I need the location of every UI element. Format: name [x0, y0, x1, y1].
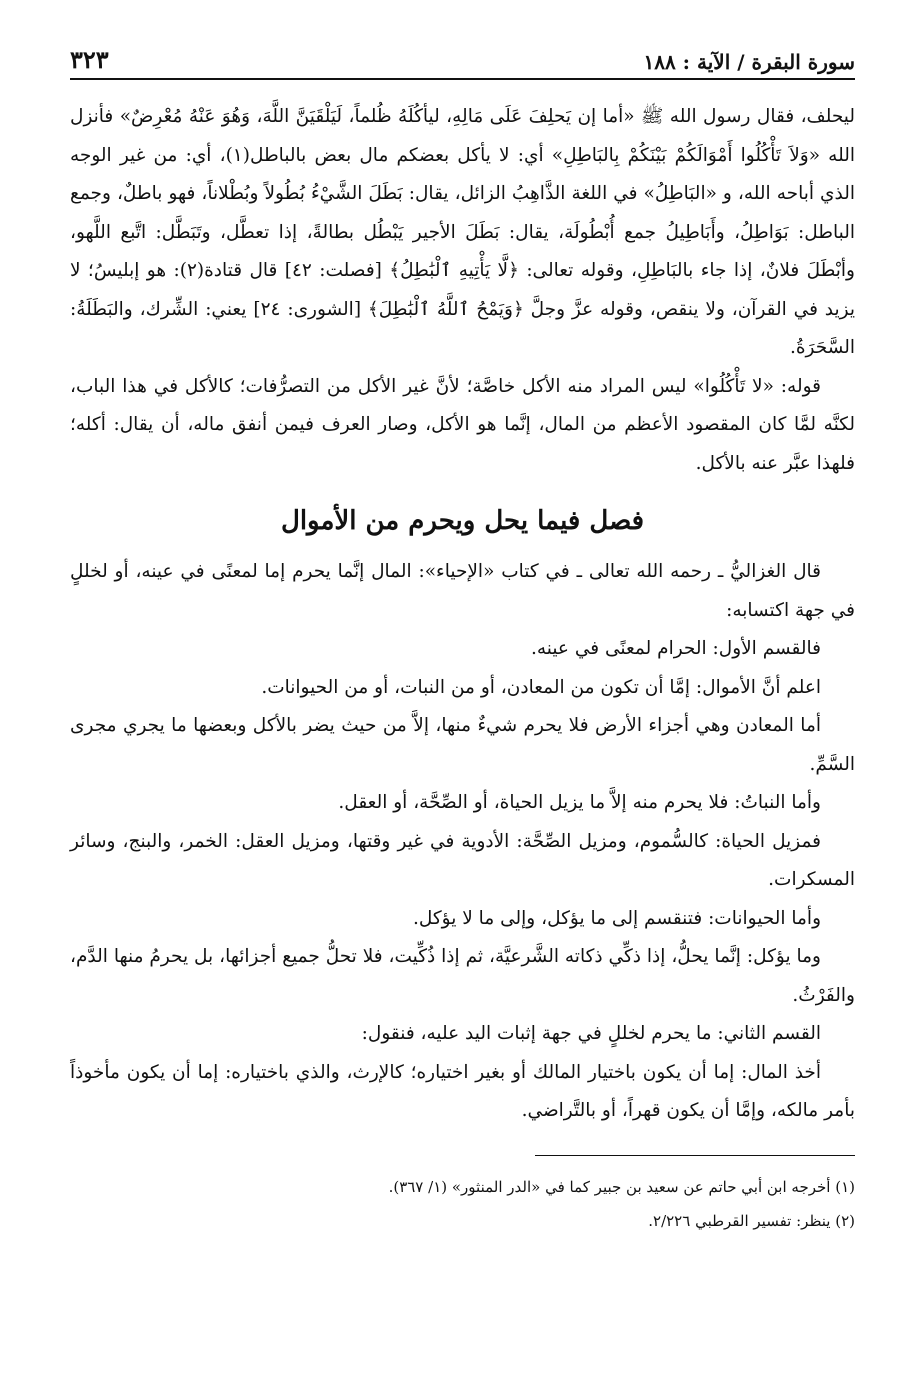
paragraph: اعلم أنَّ الأموال: إمَّا أن تكون من المعادن، أو من النبات، أو من الحيوانات. — [261, 676, 821, 698]
paragraph: أخذ المال: إما أن يكون باختيار المالك أو بغير اختياره؛ كالإرث، والذي باختياره: إما أن يكون مأخوذاً بأمر مالكه، وإمَّا أن يكون قهراً، أو بالتَّراضي. — [70, 1061, 855, 1121]
footnotes — [70, 1170, 855, 1238]
page-number: ٣٢٣ — [70, 45, 109, 74]
main-text — [70, 98, 855, 1131]
paragraph: فمزيل الحياة: كالسُّموم، ومزيل الصِّحَّة: الأدوية في غير وقتها، ومزيل العقل: الخمر، والبنج، وسائر المسكرات. — [70, 830, 855, 890]
paragraph: القسم الثاني: ما يحرم لخللٍ في جهة إثبات اليد عليه، فنقول: — [361, 1023, 821, 1044]
running-title: سورة البقرة / الآية : ١٨٨ — [643, 50, 855, 74]
section-heading: فصل فيما يحل ويحرم من الأموال — [280, 506, 645, 536]
footnote-divider — [535, 1155, 855, 1156]
paragraph: وما يؤكل: إنَّما يحلُّ، إذا ذكِّي ذكاته الشَّرعيَّة، ثم إذا ذُكِّيت، فلا تحلُّ جميع أجزائها، بل يحرمُ منها الدَّم، والفَرْثُ. — [70, 946, 855, 1006]
footnote: (١) أخرجه ابن أبي حاتم عن سعيد بن جبير كما في «الدر المنثور» (١/ ٣٦٧). — [388, 1177, 855, 1196]
paragraph: قال الغزاليُّ ـ رحمه الله تعالى ـ في كتاب «الإحياء»: المال إنَّما يحرم إما لمعنًى في عينه، أو لخللٍ في جهة اكتسابه: — [70, 561, 855, 621]
page-header — [70, 40, 855, 80]
paragraph: ليحلف، فقال رسول الله ﷺ «أما إن يَحلِفَ عَلَى مَالِهِ، ليأكُلَهُ ظُلماً، لَيَلْقَيَنَّ اللَّهَ، وَهُوَ عَنْهُ مُعْرِضٌ» فأنزل الله «وَلاَ تَأْكُلُوا أَمْوَالَكُمْ بَيْنَكُمْ بِالبَاطِلِ» أي: لا يأكل بعضكم مال بعض بالباطل(١)، أي: من غير الوجه الذي أباحه الله، و «البَاطِلُ» في اللغة الذَّاهِبُ الزائل، يقال: بَطَلَ الشَّيْءُ بُطُولاً وبُطْلاناً، فهو باطلٌ، وجمع الباطل: بَوَاطِلُ، وأَبَاطِيلُ جمع أُبْطُولَة، يقال: بَطَلَ الأجير يَبْطُل بطالةً، إذا تعطَّل، وتَبَطَّل: اتَّبع اللَّهو، وأبْطَلَ فلانٌ، إذا جاء بالبَاطِلِ، وقوله تعالى: ﴿لَّا يَأْتِيهِ ٱلْبَٰطِلُ﴾ [فصلت: ٤٢] قال قتادة(٢): هو إبليسُ؛ لا يزيد في القرآن، ولا ينقص، وقوله عزَّ وجلَّ ﴿وَيَمْحُ ٱللَّهُ ٱلْبَٰطِلَ﴾ [الشورى: ٢٤] يعني: الشِّرك، والبَطَلَةُ: السَّحَرَةُ. — [70, 106, 855, 358]
paragraph: وأما النباتُ: فلا يحرم منه إلاَّ ما يزيل الحياة، أو الصِّحَّة، أو العقل. — [338, 792, 821, 813]
paragraph: وأما الحيوانات: فتنقسم إلى ما يؤكل، وإلى ما لا يؤكل. — [412, 907, 821, 929]
paragraph: أما المعادن وهي أجزاء الأرض فلا يحرم شيءٌ منها، إلاَّ من حيث يضر بالأكل وبعضها ما يجري مجرى السَّمِّ. — [70, 715, 855, 775]
paragraph: قوله: «لا تَأْكُلُوا» ليس المراد منه الأكل خاصَّة؛ لأنَّ غير الأكل من التصرُّفات؛ كالأكل في هذا الباب، لكنَّه لمَّا كان المقصود الأعظم من المال، إنَّما هو الأكل، وصار العرف فيمن أنفق ماله، أن يقال: أكله؛ فلهذا عبَّر عنه بالأكل. — [70, 375, 855, 474]
paragraph: فالقسم الأول: الحرام لمعنًى في عينه. — [530, 638, 821, 659]
footnote: (٢) ينظر: تفسير القرطبي ٢/٢٢٦. — [648, 1211, 855, 1230]
